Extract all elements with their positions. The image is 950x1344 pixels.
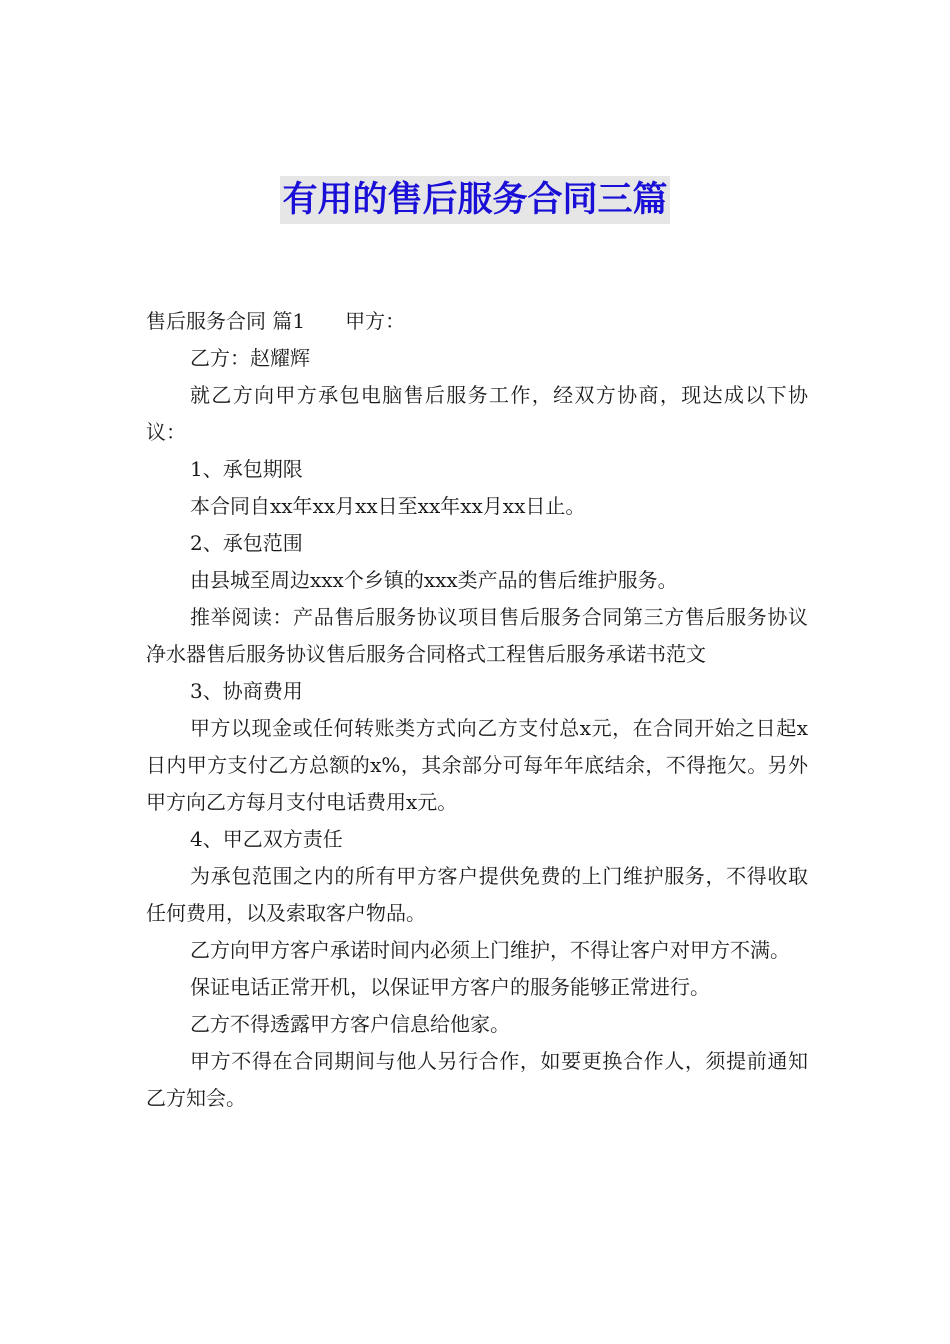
document-title: 有用的售后服务合同三篇 [280, 176, 669, 224]
party-b-line: 乙方：赵耀辉 [190, 346, 310, 370]
title-wrap [0, 176, 950, 224]
paragraph-duty-1: 为承包范围之内的所有甲方客户提供免费的上门维护服务，不得收取任何费用，以及索取客户物品。 [146, 864, 808, 925]
section-heading-4: 4、甲乙双方责任 [190, 827, 343, 851]
paragraph-scope: 由县城至周边xxx个乡镇的xxx类产品的售后维护服务。 [190, 568, 678, 592]
contract-heading: 售后服务合同 篇1 [146, 309, 306, 333]
paragraph-duty-3: 保证电话正常开机，以保证甲方客户的服务能够正常进行。 [190, 975, 710, 999]
paragraph-duty-5: 甲方不得在合同期间与他人另行合作，如要更换合作人，须提前通知乙方知会。 [146, 1049, 808, 1110]
paragraph-duty-4: 乙方不得透露甲方客户信息给他家。 [190, 1012, 510, 1036]
document-body [146, 303, 808, 1117]
section-heading-2: 2、承包范围 [190, 531, 303, 555]
section-heading-1: 1、承包期限 [190, 457, 303, 481]
paragraph-duty-2: 乙方向甲方客户承诺时间内必须上门维护，不得让客户对甲方不满。 [190, 938, 790, 962]
intro-paragraph: 就乙方向甲方承包电脑售后服务工作，经双方协商，现达成以下协议： [146, 383, 808, 444]
paragraph-fees: 甲方以现金或任何转账类方式向乙方支付总x元，在合同开始之日起x日内甲方支付乙方总额的x%，其余部分可每年年底结余，不得拖欠。另外甲方向乙方每月支付电话费用x元。 [146, 716, 808, 814]
section-heading-3: 3、协商费用 [190, 679, 303, 703]
paragraph-recommended-reading: 推举阅读：产品售后服务协议项目售后服务合同第三方售后服务协议净水器售后服务协议售后服务合同格式工程售后服务承诺书范文 [146, 605, 808, 666]
contract-heading-line [146, 303, 808, 340]
party-a-label: 甲方： [345, 309, 406, 333]
paragraph-term: 本合同自xx年xx月xx日至xx年xx月xx日止。 [190, 494, 586, 518]
